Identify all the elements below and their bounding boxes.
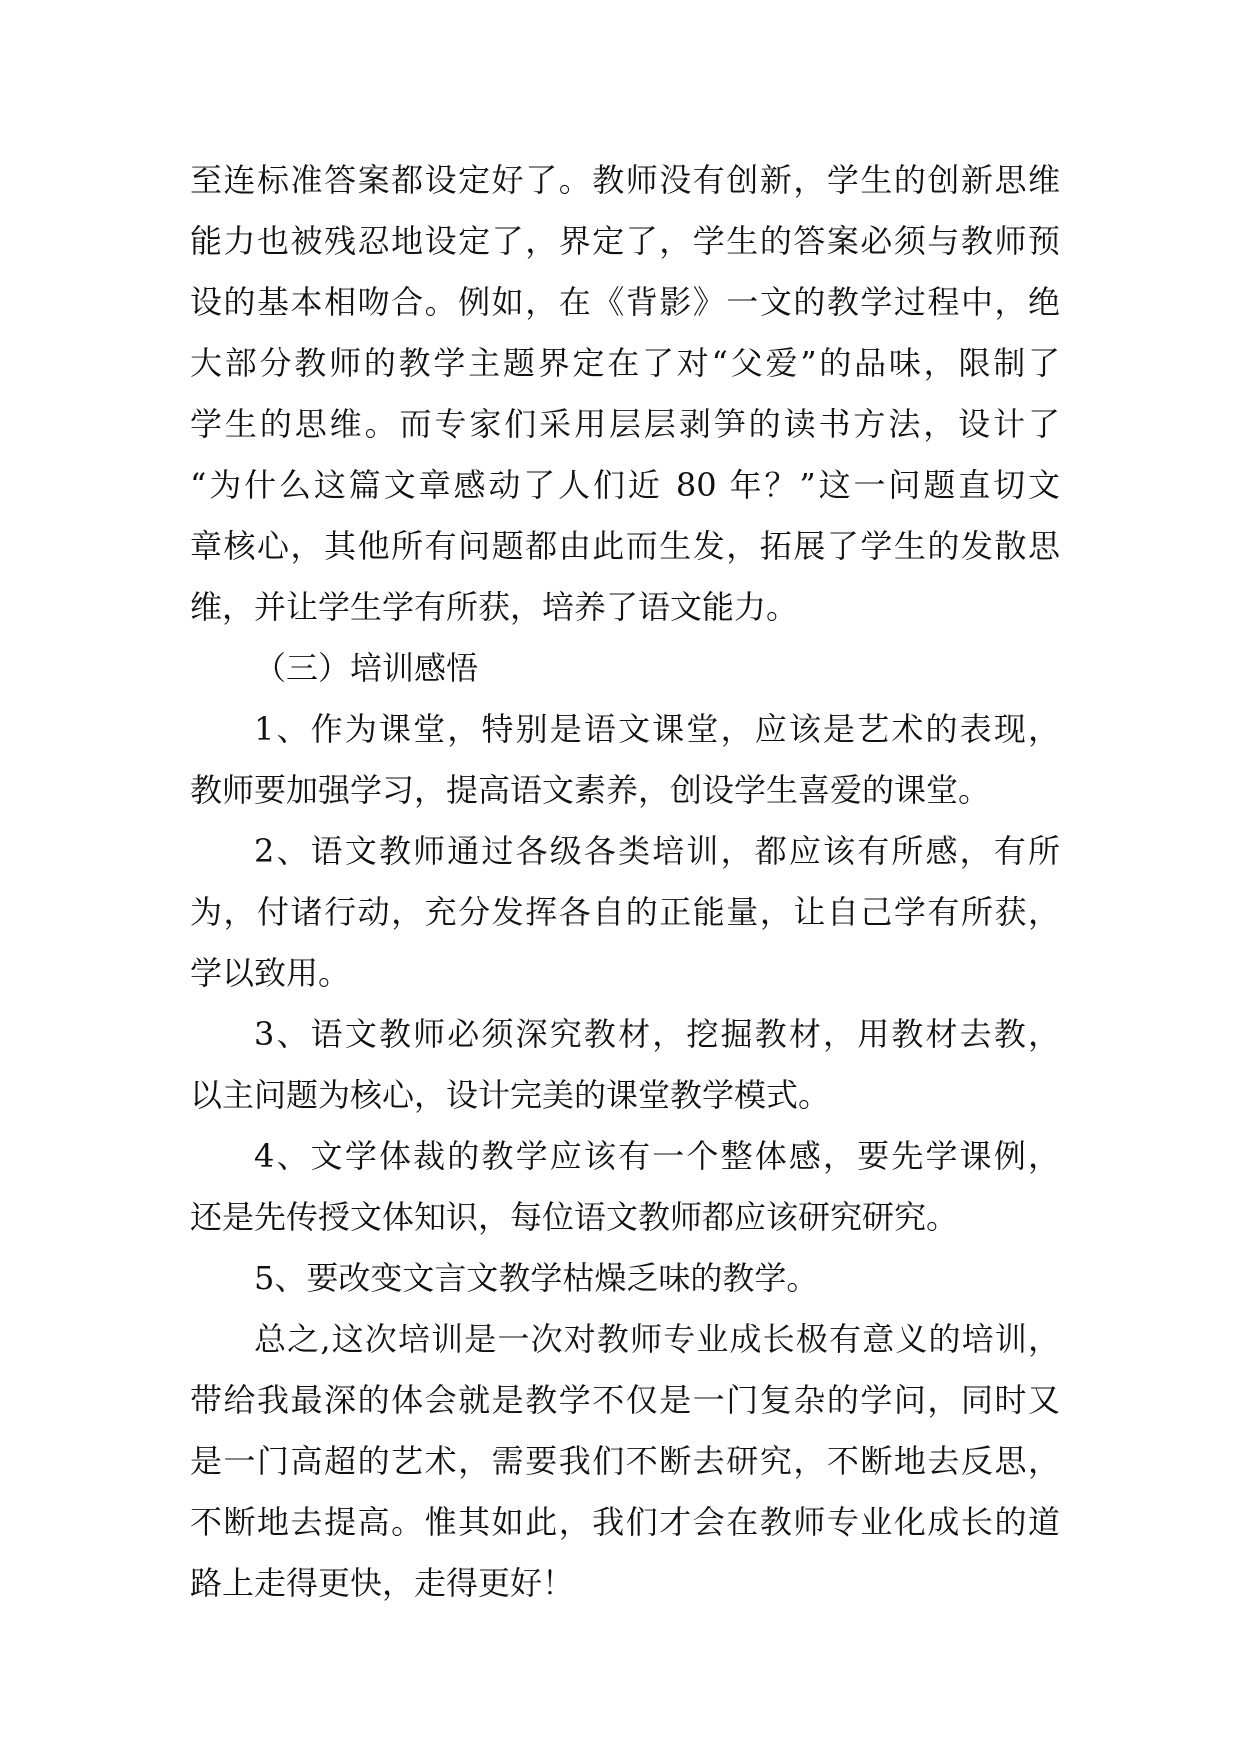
text-line: 带给我最深的体会就是教学不仅是一门复杂的学问，同时又 — [190, 1381, 1060, 1419]
paragraph-1 — [190, 150, 1060, 638]
text-line: 路上走得更快，走得更好！ — [190, 1564, 575, 1602]
text-line: 教师要加强学习，提高语文素养，创设学生喜爱的课堂。 — [190, 771, 991, 809]
document-body — [190, 150, 1060, 1614]
text-line: 学以致用。 — [190, 954, 351, 992]
text-line: 大部分教师的教学主题界定在了对“父爱”的品味，限制了 — [190, 344, 1060, 382]
text-line: 是一门高超的艺术，需要我们不断去研究，不断地去反思， — [190, 1442, 1060, 1480]
text-line: 还是先传授文体知识，每位语文教师都应该研究研究。 — [190, 1198, 959, 1236]
text-line: 为，付诸行动，充分发挥各自的正能量，让自己学有所获， — [190, 893, 1060, 931]
text-line: 维，并让学生学有所获，培养了语文能力。 — [190, 588, 799, 626]
section-heading-text: （三）培训感悟 — [254, 649, 479, 687]
text-line: 3、语文教师必须深究教材，挖掘教材，用教材去教， — [254, 1015, 1060, 1053]
text-line: 4、文学体裁的教学应该有一个整体感，要先学课例， — [254, 1137, 1060, 1175]
text-line: 设的基本相吻合。例如，在《背影》一文的教学过程中，绝 — [190, 283, 1060, 321]
text-line: 学生的思维。而专家们采用层层剥笋的读书方法，设计了 — [190, 405, 1060, 443]
point-5 — [190, 1248, 1060, 1309]
text-line: “为什么这篇文章感动了人们近 80 年？”这一问题直切文 — [190, 466, 1060, 504]
text-line: 不断地去提高。惟其如此，我们才会在教师专业化成长的道 — [190, 1503, 1060, 1541]
point-2 — [190, 821, 1060, 1004]
point-3 — [190, 1004, 1060, 1126]
text-line: 能力也被残忍地设定了，界定了，学生的答案必须与教师预 — [190, 222, 1060, 260]
text-line: 5、要改变文言文教学枯燥乏味的教学。 — [254, 1259, 819, 1297]
text-line: 1、作为课堂，特别是语文课堂，应该是艺术的表现， — [254, 710, 1060, 748]
text-line: 以主问题为核心，设计完美的课堂教学模式。 — [190, 1076, 831, 1114]
section-heading — [190, 638, 1060, 699]
point-4 — [190, 1126, 1060, 1248]
text-line: 总之,这次培训是一次对教师专业成长极有意义的培训， — [254, 1320, 1060, 1358]
conclusion-paragraph — [190, 1309, 1060, 1614]
point-1 — [190, 699, 1060, 821]
text-line: 2、语文教师通过各级各类培训，都应该有所感，有所 — [254, 832, 1060, 870]
text-line: 至连标准答案都设定好了。教师没有创新，学生的创新思维 — [190, 161, 1060, 199]
text-line: 章核心，其他所有问题都由此而生发，拓展了学生的发散思 — [190, 527, 1060, 565]
